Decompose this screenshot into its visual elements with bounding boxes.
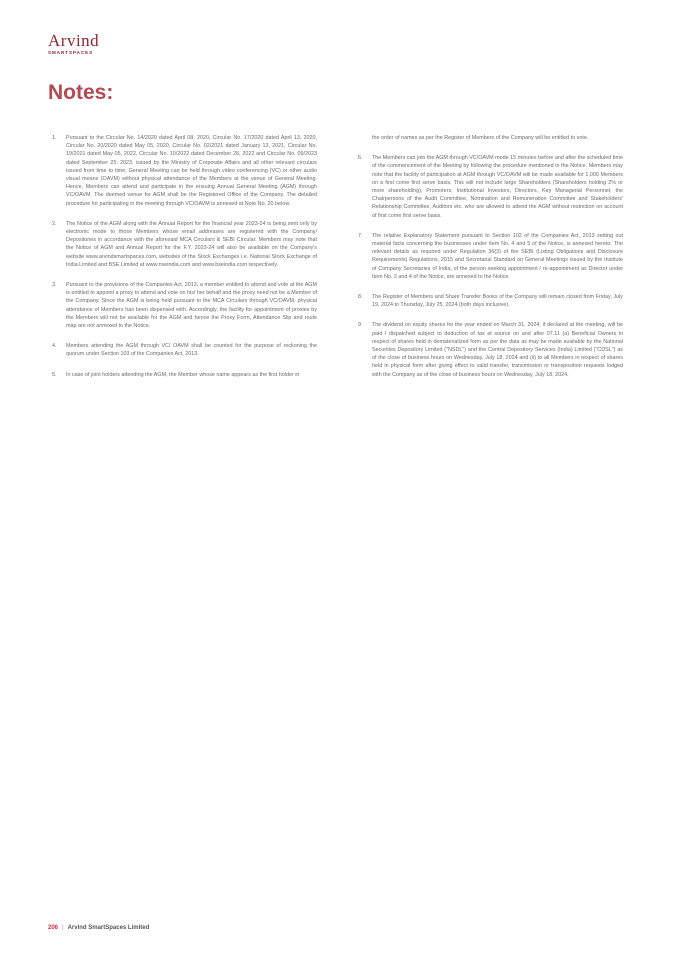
note-text: In case of joint holders attending the AGM, the Member whose name appears as the first holder in (66, 371, 300, 378)
note-item (358, 321, 623, 378)
note-number: 7. (358, 232, 363, 239)
page-footer (48, 925, 149, 931)
page-number: 206 (48, 925, 59, 931)
note-number: 8. (358, 294, 363, 301)
note-item (358, 232, 623, 281)
note-item (52, 371, 317, 379)
note-continuation-text: the order of names as per the Register of Members of the Company will be entitled to vote. (372, 135, 589, 141)
note-item (52, 342, 317, 358)
footer-company-name: Arvind SmartSpaces Limited (67, 925, 150, 931)
note-text: The Register of Members and Share Transfer Books of the Company will remain closed from Friday, July 19, 2024 to Thursday, July 25, 2024 (both days inclusive). (372, 294, 623, 309)
note-number: 9. (358, 322, 363, 329)
note-text: The dividend on equity shares for the year ended on March 31, 2024, if declared at the meeting, will be paid / dispatched subject to deduction of tax at source on and after 07.11 (a) Beneficial Owners in respect of shares held in dematerialized form as per the data as may be made available by the National Securities Depository Limited ("NSDL") and the Central Depository Services (India) Limited ("CDSL") as of the close of business hours on Wednesday, July 18, 2024 and (ii) to all Members in respect of shares held in physical form after giving effect to valid transfer, transmission or transposition requests lodged with the Company as of the close of business hours on Wednesday, July 18, 2024. (372, 322, 623, 378)
note-item (52, 134, 317, 208)
note-number: 5. (52, 371, 57, 378)
note-item (358, 154, 623, 220)
note-text: Members attending the AGM through VC/ OAVM shall be counted for the purpose of reckoning the quorum under Section 103 of the Companies Act, 2013. (66, 343, 317, 358)
note-text: The Notice of the AGM along with the Annual Report for the financial year 2023-24 is being sent only by electronic mode to those Members whose email addresses are registered with the Company/ Depositories in accordance with the aforesaid MCA Circulars & SEBI Circular. Members may note that the Notice of AGM and Annual Report for the F.Y. 2023-24 will also be available on the Company's website www.arvindsmartspaces.com, websites of the Stock Exchanges i.e. National Stock Exchange of India Limited and BSE Limited at www.nseindia.com and www.bseindia.com respectively. (66, 220, 317, 268)
left-column (52, 134, 317, 391)
footer-separator: | (62, 925, 64, 931)
note-number: 6. (358, 155, 363, 162)
right-column (358, 134, 623, 391)
note-text: The Members can join the AGM through VC/OAVM mode 15 minutes before and after the scheduled time of the commencement of the Meeting by following the procedure mentioned in the Notice. Members may note that the facility of participation at AGM through VC/OAVM will be made available for 1,000 Members on a first come first serve basis. This will not include large Shareholders (Shareholders holding 2% or more shareholding), Promoters, Institutional Investors, Directors, Key Managerial Personnel, the Chairpersons of the Audit Committee, Nomination and Remuneration Committee and Stakeholders' Relationship Committee, Auditors etc. who are allowed to attend the AGM without restriction on account of first come first serve basis. (372, 155, 623, 219)
page-title: Notes: (48, 81, 114, 104)
logo-subtitle: SMARTSPACES (48, 50, 94, 55)
note-number: 4. (52, 343, 57, 350)
note-item (52, 281, 317, 330)
note-number: 1. (52, 135, 57, 141)
note-text: Pursuant to the provisions of the Companies Act, 2013, a member entitled to attend and vote at the AGM is entitled to appoint a proxy to attend and vote on his/ her behalf and the proxy need not be a Member of the Company. Since the AGM is being held pursuant to the MCA Circulars through VC/OAVM, physical attendance of Members has been dispensed with. Accordingly, the facility for appointment of proxies by the Members will not be available for the AGM and hence the Proxy Form, Attendance Slip and route map are not annexed to the Notice. (66, 282, 317, 330)
note-item (358, 293, 623, 309)
note-number: 3. (52, 282, 57, 289)
company-logo (48, 32, 99, 55)
note-text: The relative Explanatory Statement pursuant to Section 102 of the Companies Act, 2013 setting out material facts concerning the businesses under Item No. 4 and 5 of the Notice, is annexed hereto. The relevant details as required under Regulation 36(3) of the SEBI (Listing Obligations and Disclosure Requirements) Regulations, 2015 and Secretarial Standard on General Meetings issued by the Institute of Company Secretaries of India, of the person seeking appointment / re-appointment as Director under Item No. 3 and 4 of the Notice, are annexed to the Notice. (372, 232, 623, 280)
note-text: Pursuant to the Circular No. 14/2020 dated April 08, 2020, Circular No. 17/2020 dated April 13, 2020, Circular No. 20/2020 dated May 05, 2020, Circular No. 02/2021 dated January 13, 2021, Circular No. 19/2021 dated May 05, 2022, Circular No. 10/2022 dated December 28, 2022 and Circular No. 09/2023 dated September 25, 2023, issued by the Ministry of Corporate Affairs and all other relevant circulars issued from time to time, General Meeting can be held through video conferencing (VC) or other audio visual means (OAVM) without physical attendance of the Members at the venue of General Meeting. Hence, Members can attend and participate in the ensuing Annual General Meeting (AGM) through VC/OAVM. The deemed venue for AGM shall be the Registered Office of the Company. The detailed procedure for participating in the meeting through VC/OAVM is annexed at Note No. 20 below. (66, 135, 317, 207)
note-item (52, 220, 317, 269)
logo-wordmark: Arvind (48, 31, 100, 50)
note-number: 2. (52, 220, 57, 227)
